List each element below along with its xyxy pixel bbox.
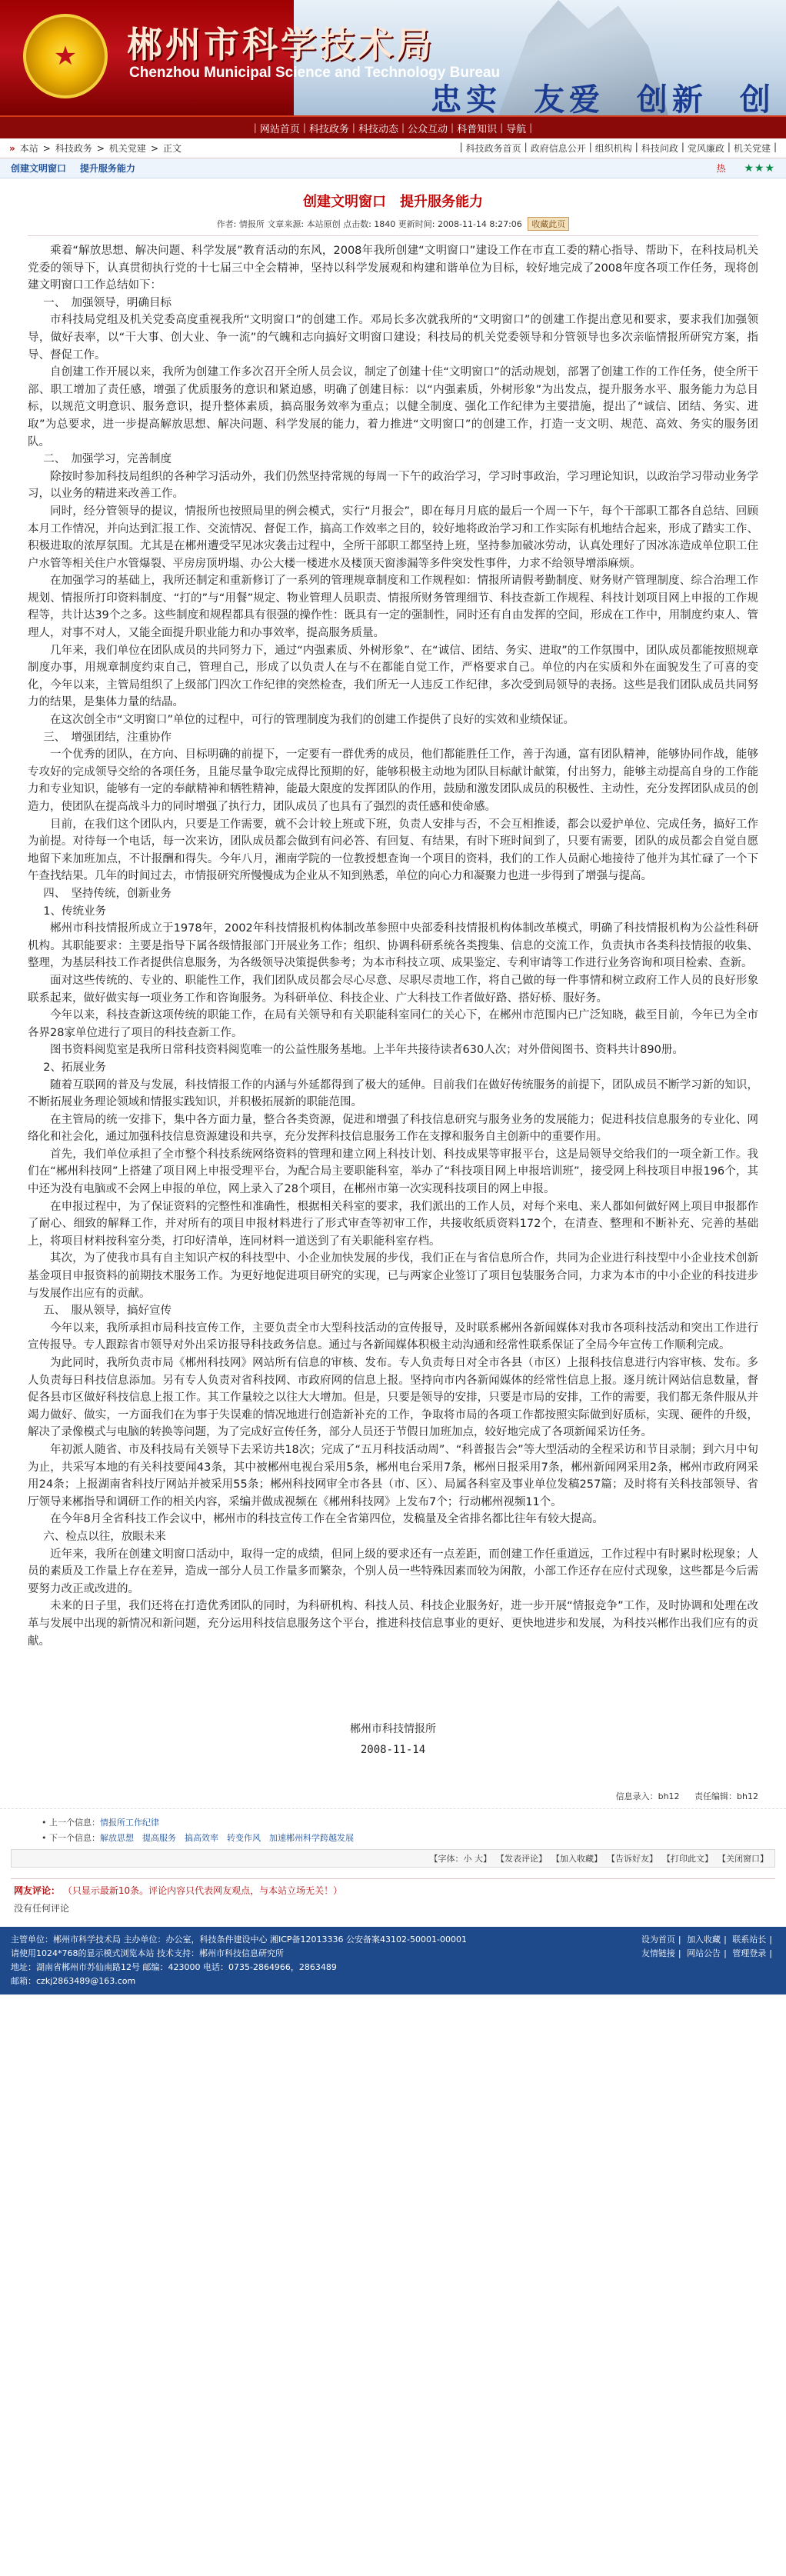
motto-word: 忠实: [431, 82, 501, 115]
set-homepage-link[interactable]: 设为首页: [641, 1934, 675, 1945]
article-paragraph: 一个优秀的团队，在方向、目标明确的前提下，一定要有一群优秀的成员，他们都能胜任工作，善于沟通，富有团队精神，能够协同作战，能够专攻好的完成领导交给的各项任务，且能尽量争取完成得比预期的好，能够积极主动地为团队目标献计献策，付出努力，能够主动提高自身的工作能力和专业知识，能够有一定的奉献精神和牺牲精神，能最大限度的发挥团队的作用，鼓励和激发团队成员的积极性、主动性，充分发挥团队成员的创造力，使团队在提高战斗力的同时增强了执行力，团队成员了也具有了强烈的责任感和使命感。: [28, 748, 758, 813]
article-paragraph: 三、 增强团结，注重协作: [43, 731, 172, 744]
admin-login-link[interactable]: 管理登录: [732, 1948, 767, 1959]
close-window-link[interactable]: 【关闭窗口】: [718, 1854, 768, 1865]
article-signature: [28, 1721, 758, 1756]
nav-guide[interactable]: 导航: [506, 123, 527, 135]
info-duty-editor: 责任编辑：bh12: [694, 1791, 758, 1802]
article-paragraph: 1、传统业务: [43, 905, 107, 918]
article-paragraph: 近年来，我所在创建文明窗口活动中，取得一定的成绩，但同上级的要求还有一点差距，而创建工作任重道远，工作过程中有时累时松现象；人员的素质及工作量上存在差异，造成一部分人员工作量多而繁杂，个别人员一些特殊因素而较为闲散，小部工作还存在应付式现象，这些都是今后需要努力改正或改进的。: [28, 1548, 758, 1595]
contact-admin-link[interactable]: 联系站长: [732, 1934, 767, 1945]
article-paragraph: 几年来，我们单位在团队成员的共同努力下，通过“内强素质、外树形象”、在“诚信、团结、务实、进取”的工作氛围中，团队成员都能按照规章制度办事，用规章制度约束自己，管理自己，形成了以负责人在与不在都能自觉工作，严格要求自己。单位的内在实质和外在面貌发生了可喜的变化，今年以来，主管局组织了上级部门四次工作纪律的突然检查，我们所无一人违反工作纪律，多次受到局领导的表扬。这些是我们团队成员共同努力的结果，是集体力量的结晶。: [28, 644, 758, 709]
top-nav: | 网站首页 | 科技政务 | 科技动态 | 公众互动 | 科普知识 | 导航 |: [0, 115, 786, 138]
article-paragraph: 五、 服从领导，搞好宣传: [43, 1305, 172, 1318]
tell-friend-link[interactable]: 【告诉好友】: [607, 1854, 658, 1865]
article-title: 创建文明窗口 提升服务能力: [303, 194, 483, 210]
article-paragraph: 面对这些传统的、专业的、职能性工作，我们团队成员都会尽心尽意、尽职尽责地工作，将自己做的每一件事情和树立政府工作人员的良好形象联系起来，做好做实每一项业务工作和咨询服务。为科研单位、科技企业、广大科技工作者做好路、搭好桥、服好务。: [28, 974, 758, 1005]
article-paragraph: 图书资料阅览室是我所日常科技资料阅览唯一的公益性服务基地。上半年共接待读者630人次；对外借阅图书、资料共计890册。: [50, 1044, 684, 1057]
motto-word: 友爱: [533, 82, 604, 115]
prev-article-link[interactable]: 情报所工作纪律: [100, 1818, 159, 1828]
motto-word: 创: [739, 82, 775, 115]
next-article-link[interactable]: 解放思想 提高服务 搞高效率 转变作风 加速郴州科学跨越发展: [100, 1833, 354, 1844]
comments-note: （只显示最新10条。评论内容只代表网友观点，与本站立场无关！）: [62, 1885, 343, 1897]
comments-section: [11, 1878, 775, 1919]
subnav-affairs-home[interactable]: 科技政务首页: [465, 143, 521, 154]
article-paragraph: 为此同时，我所负责市局《郴州科技网》网站所有信息的审核、发布。专人负责每日对全市各县（市区）上报科技信息进行内容审核、发布。多人负责每日科技信息添加。另有专人负责对省科技网、市政府网的信息上报。坚持向市内各新闻媒体的经常性信息上报。逐月统计网站信息数量，督促各县市区做好科技信息上报工作。其工作量较之以往大大增加。但是，只要是领导的安排，只要是市局的安排，工作的需要，我们都无条件服从并竭力做好、做实，一方面我们在为事于失误难的情况地进行创造新补充的工作，争取将市局的各项工作都按照实际做到好质标，实现、硬件的升级，解决了录像模式与电脑的转换等问题，为了完成好宣传任务，部分人员还于节假日加班加点，较好地完成了各项新闻采访任务。: [28, 1357, 758, 1439]
article-paragraph: 市科技局党组及机关党委高度重视我所“文明窗口”的创建工作。邓局长多次就我所的“文明窗口”的创建工作提出意见和要求，要求我们加强领导，做好表率，以“干大事、创大业、争一流”的气魄和志向搞好文明窗口建设；科技局的机关党委领导和分管领导也多次亲临情报所研究方案，指导、督促工作。: [28, 314, 758, 362]
footer-line: 地址：湖南省郴州市苏仙南路12号 邮编：423000 电话：0735-2864966，2863489: [11, 1962, 337, 1973]
info-bar: [0, 1790, 786, 1809]
rating-stars-icon: ★★★: [744, 162, 775, 175]
article-paragraph: 在今年8月全省科技工作会议中，郴州市的科技宣传工作在全省第四位，发稿量及全省排名都比往年有较大提高。: [50, 1513, 604, 1526]
breadcrumb-party[interactable]: 机关党建: [108, 143, 146, 154]
site-title-cn: 郴州市科学技术局: [127, 24, 435, 65]
subnav-org[interactable]: 组织机构: [594, 143, 632, 154]
article-paragraph: 在主管局的统一安排下，集中各方面力量，整合各类资源，促进和增强了科技信息研究与服务业务的发展能力；促进科技信息服务的专业化、网络化和社会化，通过加强科技信息资源建设和共享，充分发挥科技信息服务工作在支撑和服务自主创新中的重要作用。: [28, 1113, 758, 1144]
site-banner: [0, 0, 786, 115]
article-paragraph: 在加强学习的基础上，我所还制定和重新修订了一系列的管理规章制度和工作规程如：情报所请假考勤制度、财务财产管理制度、综合治理工作规划、情报所打印资料制度、“打的”与“用餐”规定、物业管理人员职责、情报所财务管理细节、科技查新工作规程、科技计划项目网上申报的工作规程等，共计达39个之多。这些制度和规程都具有很强的操作性：既具有一定的强制性，同时还有自由发挥的空间，形成在工作中，用制度约束人、管理人，对事不对人，又能全面提升职业能力和办事效率，提高服务质量。: [28, 575, 758, 640]
add-bookmark-link[interactable]: 加入收藏: [687, 1934, 721, 1945]
sign-date: 2008-11-14: [360, 1744, 426, 1757]
footer-line: 主管单位：郴州市科学技术局 主办单位：办公室，科技条件建设中心 湘ICP备12013336 公安备案43102-50001-00001: [11, 1934, 467, 1945]
subnav-party[interactable]: 机关党建: [733, 143, 771, 154]
article: [0, 178, 786, 1756]
post-comment-link[interactable]: 【发表评论】: [496, 1854, 547, 1865]
friend-links-link[interactable]: 友情链接: [641, 1948, 675, 1959]
article-meta-text: 作者: 情报所 文章来源: 本站原创 点击数: 1840 更新时间: 2008-11-14 8:27:06: [216, 219, 522, 229]
breadcrumb-current: 正文: [163, 143, 182, 154]
article-paragraph: 同时，经分管领导的提议，情报所也按照局里的例会模式，实行“月报会”，即在每月月底的最后一个周一下午，每个干部职工都各自总结、回顾本月工作情况，并向达到汇报工作、交流情况、督促工作，搞高工作效率之目的，较好地将政治学习和工作实际有机地结合起来，形成了踏实工作、积极进取的浓厚氛围。尤其是在郴州遭受罕见冰灾袭击过程中，全所干部职工都坚持上班，坚持参加破冰劳动，认真处理好了因冰冻造成单位职工住户水管等相关住户水管爆裂、平房房顶坍塌、办公大楼一楼进水及楼顶天窗渗漏等多件突发性事件，力求不给领导增添麻烦。: [28, 505, 758, 570]
sub-nav: | 科技政务首页 | 政府信息公开 | 组织机构 | 科技问政 | 党风廉政 | 机关党建 |: [459, 142, 777, 154]
article-paragraph: 今年以来，我所承担市局科技宣传工作，主要负责全市大型科技活动的宣传报导，及时联系郴州各新闻媒体对我市各项科技活动和突出工作进行宣传报导。专人跟踪省市领导对外出采访报导科技政务信息。通过与各新闻媒体积极主动沟通和经常性联系保证了全局今年宣传工作顺利完成。: [28, 1321, 758, 1352]
article-paragraph: 首先，我们单位承担了全市整个科技系统网络资料的管理和建立网上科技计划、科技成果等审报平台，这是局领导交给我们的一项全新工作。我们在“郴州科技网”上搭建了项目网上申报受理平台，为配合局主要职能科室，举办了“科技项目网上申报培训班”，接受网上科技项目申报196个，其中还为没有电脑或不会网上申报的单位，网上录入了28个项目，在郴州市第一次实现科技项目的网上申报。: [28, 1148, 758, 1196]
article-paragraph: 四、 坚持传统，创新业务: [43, 887, 172, 900]
nav-interaction[interactable]: 公众互动: [408, 123, 448, 135]
article-paragraph: 一、 加强领导，明确目标: [43, 296, 172, 309]
info-editor: 信息录入：bh12: [615, 1791, 680, 1802]
article-paragraph: 目前，在我们这个团队内，只要是工作需要，就不会计较上班或下班，负责人安排与否，不会互相推诿，都会以爱护单位、完成任务，搞好工作为前提。对待每一个电话，每一次来访，团队成员都会做到有问必答、有回复、有结果，有时下班时间到了，只要有需要，团队的成员都会自觉自愿地留下来加班加点，不计报酬和得失。今年八月，湘南学院的一位教授想查询一个项目的资料，我们的工作人员耐心地接待了他并为其忙碌了一个下午查找结果。几年的时间过去，市情报研究所慢慢成为企业从不知到熟悉，单位的向心力和凝聚力也进一步得到了增强与提高。: [28, 818, 758, 883]
print-link[interactable]: 【打印此文】: [662, 1854, 713, 1865]
breadcrumb-affairs[interactable]: 科技政务: [55, 143, 92, 154]
section-link[interactable]: 创建文明窗口: [11, 163, 67, 174]
breadcrumb-row: [0, 138, 786, 158]
hot-badge: 热: [716, 163, 726, 174]
article-body: [28, 242, 758, 1650]
article-paragraph: 二、 加强学习，完善制度: [43, 453, 172, 466]
article-paragraph: 未来的日子里，我们还将在打造优秀团队的同时，为科研机构、科技人员、科技企业服务好，进一步开展“情报竞争”工作，及时协调和处理在改革与发展中出现的新情况和新问题，充分运用科技信息服务这个平台，推进科技信息事业的更好、更快地进步和发展，为科技兴郴作出我们应有的贡献。: [28, 1600, 758, 1648]
national-emblem-icon: ★: [23, 14, 108, 98]
nav-science[interactable]: 科普知识: [457, 123, 498, 135]
banner-motto: [431, 75, 786, 115]
article-paragraph: 今年以来，科技查新这项传统的职能工作，在局有关领导和有关职能科室同仁的关心下，在郴州市范围内已广泛知晓，截至目前，今年已为全市各界28家单位进行了项目的科技查新工作。: [28, 1009, 758, 1039]
article-paragraph: 年初派人随省、市及科技局有关领导下去采访共18次；完成了“五月科技活动周”、“科普报告会”等大型活动的全程采访和节目录制；到六月中旬为止，共采写本地的有关科技要闻43条，其中被郴州电视台采用5条，郴州电台采用7条，郴州日报采用7条，郴州新闻网采用2条，郴州市政府网采用24条；上报湖南省科技厅网站并被采用55条；郴州科技网审全市各县（市、区）、局属各科室及事业单位发稿257篇；及时将有关科技部领导、省厅领导来郴指导和调研工作的相关内容，采编并做成视频在《郴州科技网》上发布7个；行动郴州视频11个。: [28, 1443, 758, 1508]
prev-next-nav: • 上一个信息：情报所工作纪律 • 下一个信息：解放思想 提高服务 搞高效率 转变作风 加速郴州科学跨越发展: [42, 1818, 354, 1844]
add-favorite-link[interactable]: 【加入收藏】: [551, 1854, 602, 1865]
footer-line: 请使用1024*768的显示模式浏览本站 技术支持：郴州市科技信息研究所: [11, 1948, 284, 1959]
article-paragraph: 郴州市科技情报所成立于1978年，2002年科技情报机构体制改革参照中央部委科技情报机构体制改革模式，明确了科技情报机构为公益性科研机构。其职能要求：主要是指导下属各级情报部门开展业务工作；组织、协调科研系统各类搜集、信息的交流工作，负责执市各类科技情报的收集、整理，为基层科技工作者提供信息服务，为各级领导决策提供参考；为本市科技立项、成果鉴定、专利审请等工作进行业务咨询和项目检索、查新。: [28, 922, 758, 970]
bookmark-button[interactable]: 收藏此页: [528, 217, 569, 231]
site-title-en: Chenzhou Municipal Science and Technology Bureau: [129, 65, 501, 81]
article-paragraph: 在这次创全市“文明窗口”单位的过程中，可行的管理制度为我们的创建工作提供了良好的实效和业绩保证。: [50, 714, 575, 727]
article-paragraph: 随着互联网的普及与发展，科技情报工作的内涵与外延都得到了极大的延伸。目前我们在做好传统服务的前提下，团队成员不断学习新的知识，不断拓展业务理论领域和情报实践知识，并积极拓展新的职能范围。: [28, 1078, 758, 1109]
subnav-inquiry[interactable]: 科技问政: [641, 143, 678, 154]
motto-word: 创新: [636, 82, 708, 115]
footer-line: 邮箱：czkj2863489@163.com: [11, 1976, 136, 1987]
subnav-integrity[interactable]: 党风廉政: [687, 143, 724, 154]
subnav-info-public[interactable]: 政府信息公开: [530, 143, 586, 154]
article-paragraph: 除按时参加科技局组织的各种学习活动外，我们仍然坚持常规的每周一下午的政治学习，学习时事政治，学习理论知识，以政治学习带动业务学习，以业务的精进来改善工作。: [28, 470, 758, 501]
comments-empty: 没有任何评论: [14, 1903, 70, 1915]
article-paragraph: 自创建工作开展以来，我所为创建工作多次召开全所人员会议，制定了创建十佳“文明窗口”的活动规划，部署了创建工作的工作任务，使全所干部、职工增加了责任感，增强了优质服务的意识和紧迫感，明确了创建目标：以“内强素质，外树形象”为出发点，提升服务水平、服务能力为总目标，以规范文明意识、服务意识，提升整体素质，搞高服务效率为重点；以健全制度、强化工作纪律为主要措施，提出了“诚信、团结、务实、进取”为总要求，进一步提高解放思想、解决问题、科学发展的能力，着力推进“文明窗口”的创建工作，打造一支文明、规范、高效、务实的服务团队。: [28, 366, 758, 448]
article-paragraph: 其次，为了使我市具有自主知识产权的科技型中、小企业加快发展的步伐，我们正在与省信息所合作，共同为企业进行科技型中小企业技术创新基金项目申报资料的前期技术服务工作。为更好地促进项目研究的实现，已与两家企业签订了项目包装服务合同，力求为本市的中小企业的科技进步与发展作出应有的贡献。: [28, 1252, 758, 1300]
article-paragraph: 在申报过程中，为了保证资料的完整性和准确性，根据相关科室的要求，我们派出的工作人员，对每个来电、来人都如何做好网上项目申报都作了耐心、细致的解释工作，并对所有的项目申报材料进行了形式审查等初审工作，共接收纸质资料172个，在清查、整理和不断补充、完善的基础上，将项目材料按科室分类，打印好清单，连同材料一道送到了有关职能科室存档。: [28, 1200, 758, 1248]
article-paragraph: 2、拓展业务: [43, 1061, 107, 1074]
site-footer: 主管单位：郴州市科学技术局 主办单位：办公室，科技条件建设中心 湘ICP备12013336 公安备案43102-50001-00001 请使用1024*768的显示模式浏览本站 技术支持：郴州市科技信息研究所 地址：湖南省郴州市苏仙南路12号 邮编：423000 电话：0735-2864966，2863489 邮箱：czkj2863489@163.com 设为首页 | 加入收藏 | 联系站长 | 友情链接 | 网站公告 | 管理登录 |: [0, 1927, 786, 1994]
section-link[interactable]: 提升服务能力: [79, 163, 135, 174]
announcements-link[interactable]: 网站公告: [687, 1948, 721, 1959]
font-size-toggle[interactable]: 【字体：小 大】: [429, 1854, 491, 1865]
nav-affairs[interactable]: 科技政务: [308, 123, 349, 135]
article-paragraph: 乘着“解放思想、解决问题、科学发展”教育活动的东风，2008年我所创建“文明窗口”建设工作在市直工委的精心指导、帮助下，在科技局机关党委的领导下，认真贯彻执行党的十七届三中全会精神，坚持以科学发展观和构建和谐单位为目标，较好地完成了2008年度各项工作任务，现将创建文明窗口工作总结如下：: [28, 245, 758, 292]
section-bar: [0, 158, 786, 178]
breadcrumb-arrow-icon: »: [9, 142, 15, 154]
sign-org: 郴州市科技情报所: [350, 1723, 436, 1736]
nav-news[interactable]: 科技动态: [358, 123, 398, 135]
breadcrumb: » 本站 > 科技政务 > 机关党建 > 正文: [9, 142, 182, 154]
article-paragraph: 六、检点以往，放眼未来: [43, 1530, 166, 1543]
breadcrumb-site[interactable]: 本站: [19, 143, 38, 154]
comments-label: 网友评论：: [14, 1885, 61, 1897]
article-meta: [28, 217, 758, 236]
article-tools: [11, 1849, 775, 1868]
nav-home[interactable]: 网站首页: [259, 123, 300, 135]
